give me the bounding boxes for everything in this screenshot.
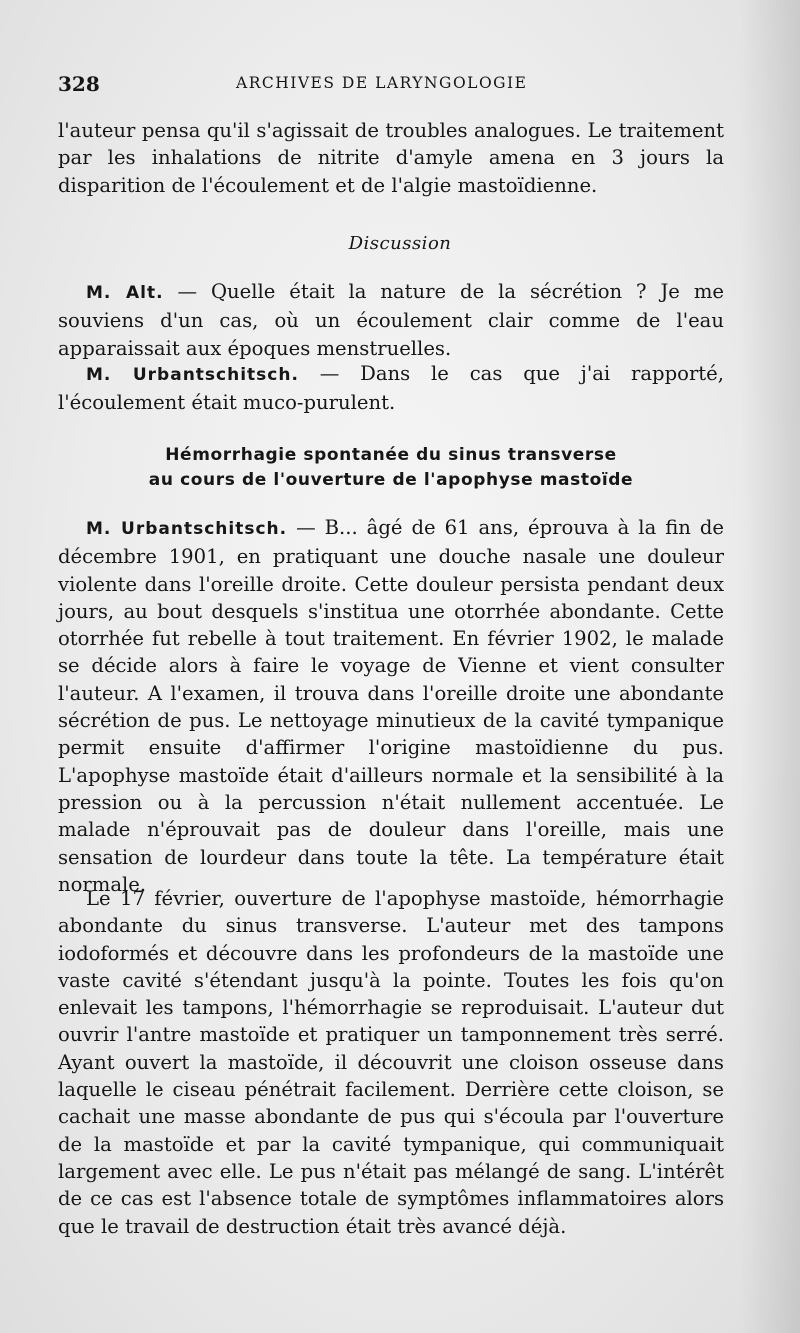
- running-head: ARCHIVES DE LARYNGOLOGIE: [236, 74, 528, 92]
- discussion-heading: Discussion: [348, 233, 452, 254]
- discussion-text: — Dans le cas que j'ai rapporté, l'écoulement était muco-purulent.: [58, 362, 725, 415]
- section-title-line-1: Hémorrhagie spontanée du sinus transverse: [165, 445, 617, 465]
- intro-paragraph: l'auteur pensa qu'il s'agissait de troubles analogues. Le traitement par les inhalations de nitrite d'amyle amena en 3 jours la disparition de l'écoulement et de l'algie mastoïdienne.: [58, 119, 724, 197]
- speaker-name: M. Alt.: [86, 283, 164, 303]
- page-number: 328: [58, 72, 100, 96]
- speaker-name: M. Urbantschitsch.: [86, 519, 288, 539]
- section-title: [58, 443, 724, 493]
- page-header: [58, 72, 708, 102]
- case-report-text: — B... âgé de 61 ans, éprouva à la fin de décembre 1901, en pratiquant une douche nasale une douleur violente dans l'oreille droite. Cette douleur persista pendant deux jours, au bout desquels s'institua une otorrhée abondante. Cette otorrhée fut rebelle à tout traitement. En février 1902, le malade se décide alors à faire le voyage de Vienne et vient consulter l'auteur. A l'examen, il trouva dans l'oreille droite une abondante sécrétion de pus. Le nettoyage minutieux de la cavité tympanique permit ensuite d'affirmer l'origine mastoïdienne du pus. L'apophyse mastoïde était d'ailleurs normale et la sensibilité à la pression ou à la percussion n'était nullement accentuée. Le malade n'éprouvait pas de douleur dans l'oreille, mais une sensation de lourdeur dans toute la tête. La température était normale.: [58, 516, 725, 896]
- discussion-text: — Quelle était la nature de la sécrétion ? Je me souviens d'un cas, où un écoulement clair comme de l'eau apparaissait aux époques menstruelles.: [58, 280, 724, 360]
- page-edge-shadow: [740, 0, 800, 1333]
- operation-paragraph: Le 17 février, ouverture de l'apophyse mastoïde, hémorrhagie abondante du sinus transverse. L'auteur met des tampons iodoformés et découvre dans les profondeurs de la mastoïde une vaste cavité s'étendant jusqu'à la pointe. Toutes les fois qu'on enlevait les tampons, l'hémorrhagie se reproduisait. L'auteur dut ouvrir l'antre mastoïde et pratiquer un tamponnement très serré. Ayant ouvert la mastoïde, il découvrit une cloison osseuse dans laquelle le ciseau pénétrait facilement. Derrière cette cloison, se cachait une masse abondante de pus qui s'écoula par l'ouverture de la mastoïde et par la cavité tympanique, qui communiquait largement avec elle. Le pus n'était pas mélangé de sang. L'intérêt de ce cas est l'absence totale de symptômes inflammatoires alors que le travail de destruction était très avancé déjà.: [58, 887, 724, 1238]
- discussion-entry-urbantschitsch: [58, 360, 724, 417]
- discussion-entry-alt: [58, 278, 724, 362]
- section-title-line-2: au cours de l'ouverture de l'apophyse mastoïde: [148, 470, 634, 490]
- speaker-name: M. Urbantschitsch.: [86, 365, 299, 385]
- case-report-paragraph: [58, 514, 724, 898]
